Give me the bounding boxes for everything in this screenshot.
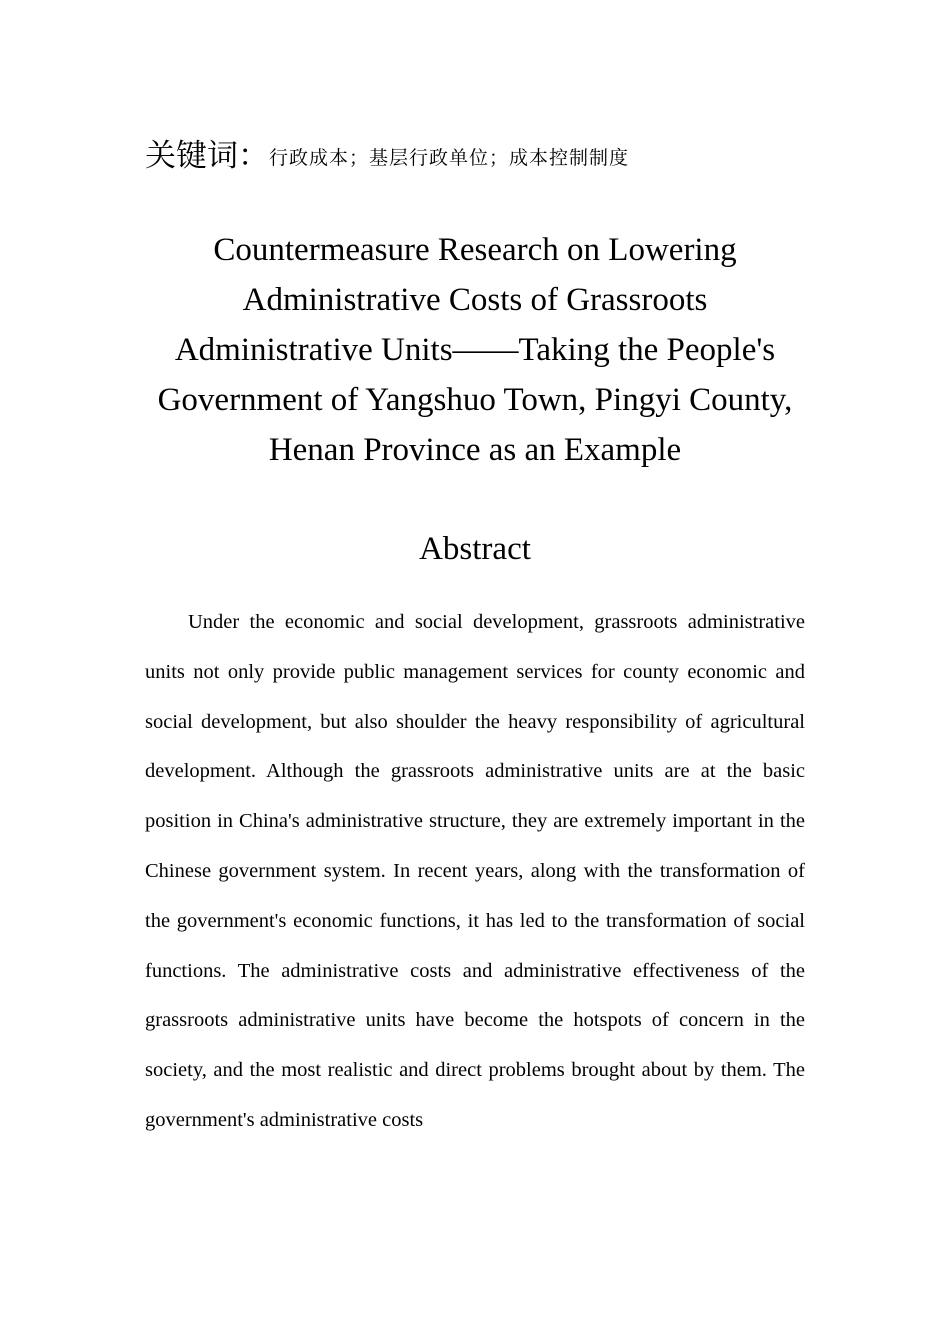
english-title: Countermeasure Research on Lowering Administrative Costs of Grassroots Administrative Units——Taking the People's Government of Yangshuo Town, Pingyi County, Henan Province as an Example xyxy=(157,232,793,468)
abstract-heading: Abstract xyxy=(419,531,531,567)
keywords-values: 行政成本；基层行政单位；成本控制制度 xyxy=(269,147,630,169)
abstract-paragraph: Under the economic and social development, grassroots administrative units not only provide public management services for county economic and social development, but also shoulder the heavy responsibility of agricultural development. Although the grassroots administrative units are at the basic position in China's administrative structure, they are extremely important in the Chinese government system. In recent years, along with the transformation of the government's economic functions, it has led to the transformation of social functions. The administrative costs and administrative effectiveness of the grassroots administrative units have become the hotspots of concern in the society, and the most realistic and direct problems brought about by them. The government's administrative costs xyxy=(145,611,805,1131)
keywords-line xyxy=(145,130,825,175)
keywords-label: 关键词： xyxy=(145,138,269,174)
